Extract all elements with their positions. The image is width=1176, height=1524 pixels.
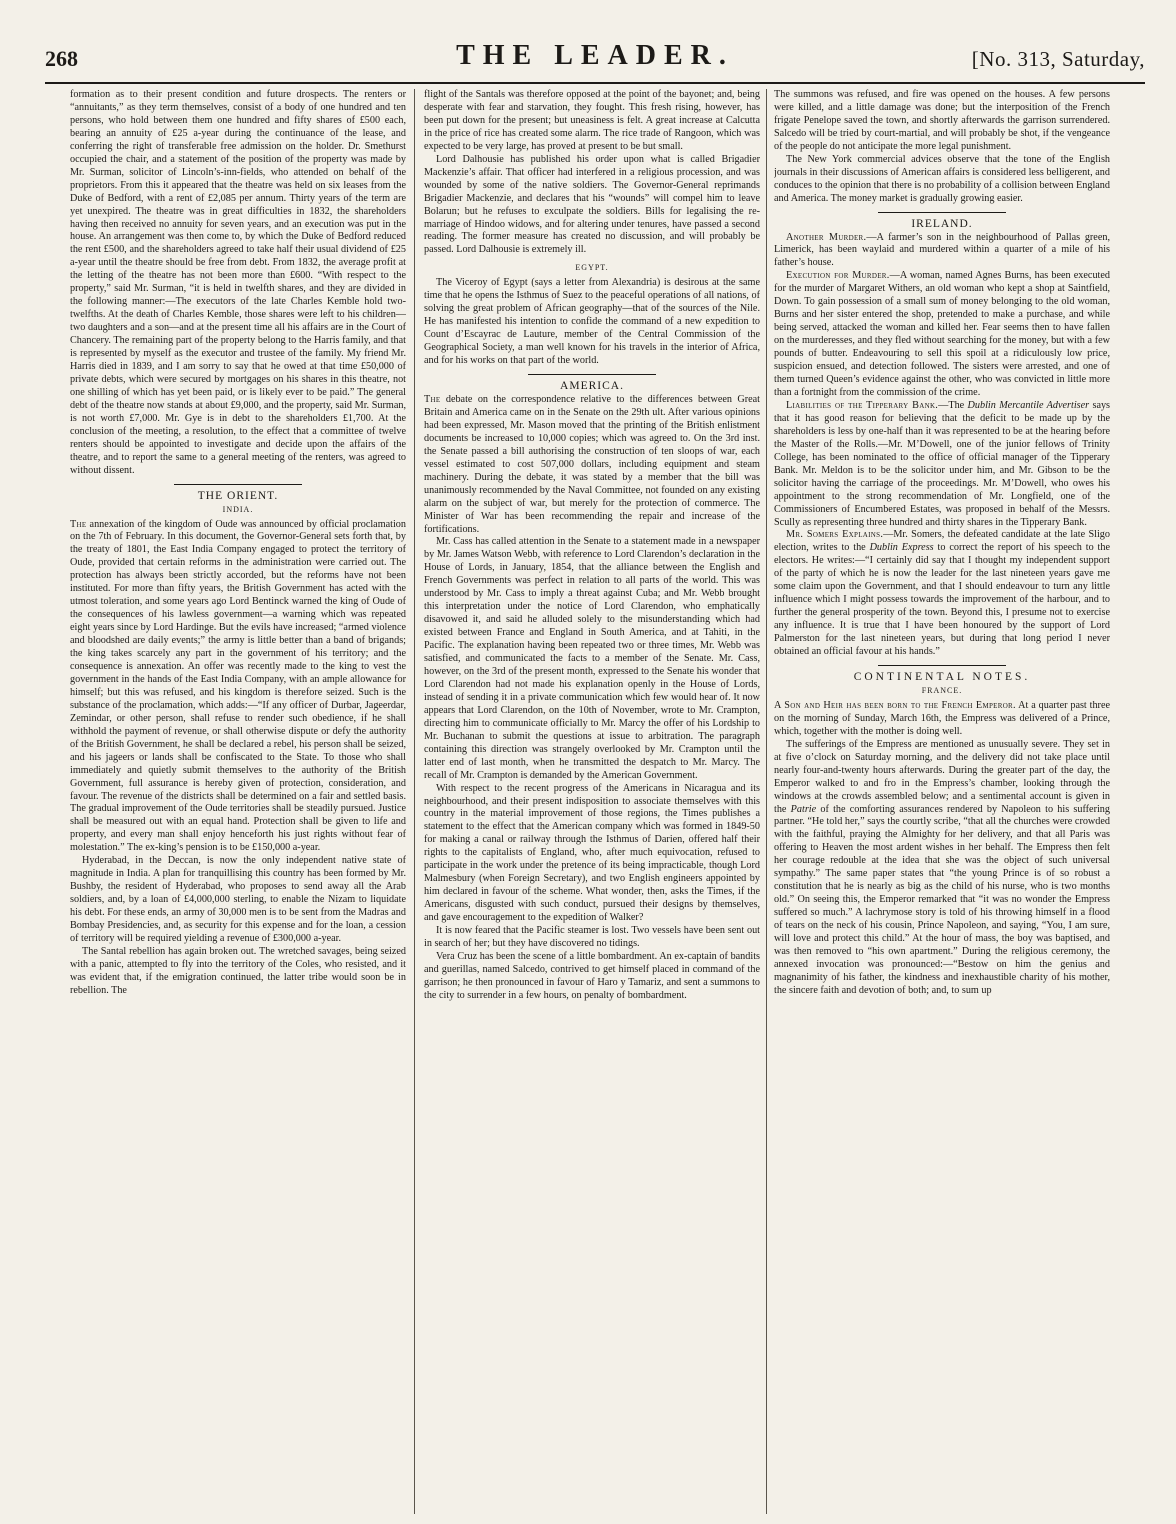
article-paragraph: The Santal rebellion has again broken out. The wretched savages, being seized with a panic, attempted to fly into the territory of the Coles, who resisted, and it was evident that, if the emigration continued, the latter tribe would soon be in rebellion. The (70, 945, 406, 996)
column-3 (774, 89, 1110, 1514)
article-paragraph: The annexation of the kingdom of Oude was announced by official proclamation on the 7th of February. In this document, the Governor-General sets forth that, by the treaty of 1801, the East India Company engaged to protect the territory of Oude, provided that certain reforms in the administration were carried out. The protection has always been strictly accorded, but the reforms have not been instituted. For more than fifty years, the British Government has acted with the utmost toleration, and some years ago Lord Bentinck warned the king of Oude of the consequences of his lawless government—a warning which was repeated eight years since by Lord Hardinge. But the evils have increased; “armed violence and bloodshed are daily events;” the army is little better than a band of brigands; the king takes scarcely any part in the government of his territory; and the consequence is annexation. An offer was recently made to the king to vest the government in the hands of the East India Company, with an ample allowance for himself; but this was refused, and his kingdom is therefore seized. Such is the substance of the proclamation, which adds:—“If any officer of Durbar, Jageerdar, Zemindar, or other person, shall refuse to render such obedience, if he shall withhold the payment of revenue, or shall otherwise dispute or defy the authority of the British Government, he shall be declared a rebel, his person shall be seized, and his jageers or lands shall be confiscated to the State. To those who shall immediately and quietly submit themselves to the authority of the British Government, full assurance is hereby given of protection, consideration, and favour. The revenue of the districts shall be determined on a fair and settled basis. The gradual improvement of the Oude territories shall be steadily pursued. Justice shall be measured out with an equal hand. Protection shall be given to life and property, and every man shall enjoy henceforth his just rights without fear of molestation.” The ex-king’s pension is to be £150,000 a-year. (70, 518, 406, 854)
header-rule (45, 82, 1145, 84)
issue-info: [No. 313, Saturday, (971, 47, 1145, 71)
news-item: Another Murder.—A farmer’s son in the neighbourhood of Pallas green, Limerick, has been waylaid and murdered within a quarter of a mile of his father’s house. (774, 231, 1110, 269)
news-item: A Son and Heir has been born to the French Emperor. At a quarter past three on the morning of Sunday, March 16th, the Empress was delivered of a Prince, which, together with the mother is doing well. (774, 699, 1110, 737)
lead-word: The (70, 518, 87, 530)
article-paragraph: flight of the Santals was therefore opposed at the point of the bayonet; and, being desperate with fear and starvation, they fought. This fresh rising, however, has been put down for the present; but uneasiness is felt. A great increase at Calcutta in the price of rice has created some alarm. The rice trade of Rangoon, which was expected to be very large, has proved at present to be but small. (424, 89, 760, 152)
article-paragraph: Hyderabad, in the Deccan, is now the only independent native state of magnitude in India. A plan for tranquillising this country has been formed by Mr. Bushby, the resident of Hyderabad, who proposes to send away all the Arab soldiers, and, by a loan of £4,000,000 sterling, to enable the Nizam to liquidate his debt. For these ends, an army of 30,000 men is to be sent from the Madras and Bombay Presidencies, and, as security for this expense and for the loan, a cession of territory will be required yielding a revenue of £300,000 a-year. (70, 855, 406, 944)
column-1 (70, 89, 406, 1514)
section-heading-orient: THE ORIENT. (197, 489, 279, 502)
article-paragraph: Vera Cruz has been the scene of a little bombardment. An ex-captain of bandits and guerillas, named Salcedo, contrived to get himself placed in command of the garrison; he then pronounced in favour of Haro y Tamariz, and sent a summons to the city to surrender in a few hours, on penalty of bombardment. (424, 950, 760, 1001)
section-heading-america: AMERICA. (560, 380, 624, 393)
article-paragraph: Lord Dalhousie has published his order upon what is called Brigadier Mackenzie’s affair. That officer had interfered in a religious procession, and was wounded by some of the native soldiers. The Governor-General reprimands Brigadier Mackenzie, and declares that his “wounds” will compel him to leave Bolarun; but he refuses to exculpate the soldiers. Bills for legalising the re-marriage of Hindoo widows, and for altering under tenures, have passed a second reading. The former measure has created no discussion, and will probably be passed. Lord Dalhousie is extremely ill. (424, 153, 760, 256)
subheading-india: INDIA. (222, 504, 254, 514)
section-heading-continental: CONTINENTAL NOTES. (853, 670, 1031, 683)
article-paragraph: The Viceroy of Egypt (says a letter from Alexandria) is desirous at the same time that he opens the Isthmus of Suez to the peaceful operations of all nations, of solving the great problem of African geography—that of the sources of the Nile. He has manifested his intention to confide the command of a new expedition to Count d’Escayrac de Lauture, member of the Central Commission of the Geographical Society, a man well known for his travels in the interior of Africa, and for his works on that part of the world. (424, 277, 760, 367)
article-paragraph: Mr. Cass has called attention in the Senate to a statement made in a newspaper by Mr. James Watson Webb, with reference to Lord Clarendon’s declaration in the House of Lords, in January, 1854, that the alliance between the English and French Governments was perfect in relation to all parts of the world. This was understood by Mr. Cass to imply a threat against Cuba; and Mr. Webb brought this interpretation under the notice of Lord Clarendon, who emphatically disavowed it, and said he alluded solely to the misunderstanding which had existed between France and England in South America, and at Tahiti, in the Pacific. The explanation having been repeated two or three times, Mr. Webb was satisfied, and communicated the facts to a member of the Senate. Mr. Cass, however, on the 3rd of the present month, expressed to the Senate his wonder that Lord Clarendon had not made his explanation openly in the House of Lords, instead of sending it in a private communication which few would hear of. It now appears that Lord Clarendon, on the 10th of November, wrote to Mr. Crampton, directing him to communicate officially to Mr. Marcy the offer of his Lordship to Mr. Buchanan to submit the questions at issue to arbitration. The paragraph containing this direction was strangely overlooked by Mr. Crampton until the latter end of last month, when he transmitted the despatch to Mr. Marcy. The recall of Mr. Crampton is demanded by the American Government. (424, 536, 760, 781)
article-paragraph: The debate on the correspondence relative to the differences between Great Britain and America came on in the Senate on the 29th ult. After various opinions had been expressed, Mr. Mason moved that the printing of the British enlistment documents be increased to 10,000 copies; which was agreed to. On the 3rd inst. the Senate passed a bill authorising the construction of ten sloops of war, each vessel estimated to cost 507,000 dollars, including equipment and steam machinery. During the debate, it was stated by a member that the bill was unanimously recommended by the Naval Committee, not founded on any existing alarm on the subject of war, but merely for the protection of commerce. The Minister of War has been recommending the repair and increase of the fortifications. (424, 393, 760, 535)
lead-word: The (424, 393, 441, 405)
section-heading-ireland: IRELAND. (911, 217, 973, 230)
column-2 (424, 89, 760, 1514)
section-rule (528, 374, 656, 375)
section-rule (878, 212, 1006, 213)
masthead-title: THE LEADER. (456, 40, 734, 71)
page-header (45, 40, 1145, 80)
section-rule (878, 665, 1006, 666)
news-item: Mr. Somers Explains.—Mr. Somers, the defeated candidate at the late Sligo election, writes to the Dublin Express to correct the report of his speech to the electors. He writes:—“I certainly did say that I thought my independent support of the party of which he is now the leader for the last nineteen years gave me some claim upon the Government, and that I should endeavour to turn any little influence which I might possess towards the improvement of the harbour, and to further the general prosperity of the town. Beyond this, I presume not to exercise any influence. It is true that I have been honoured by the support of Lord Palmerston for the last nineteen years, but during that long period I never obtained an official favour at his hands.” (774, 529, 1110, 658)
article-paragraph: The summons was refused, and fire was opened on the houses. A few persons were killed, and a little damage was done; but the interposition of the French frigate Penelope saved the town, and shortly afterwards the garrison surrendered. Salcedo will be tried by court-martial, and will probably be shot, if the vengeance of the people do not anticipate the more legal punishment. (774, 89, 1110, 152)
article-paragraph: formation as to their present condition and future drospects. The renters or “annuitants,” as they term themselves, consist of a body of one hundred and ten persons, who hold between them one hundred and fifty shares of £500 each, bearing an annuity of £25 a-year during the continuance of the lease, and conferring the right of transferable free admission on the holder. Dr. Smethurst occupied the chair, and a statement of the position of the property was made by Mr. Surman, solicitor of Lincoln’s-inn-fields, who attended on behalf of the proprietors. From this it appeared that the theatre was held on six leases from the Duke of Bedford, with a rent of £2,085 per annum. Thirty years of the term are yet unexpired. The theatre was in great difficulties in 1832, the shareholders having then received no annuity for seven years, and an execution was put in the house. An arrangement was then come to, by which the Duke of Bedford reduced the rent £500, and the shareholders agreed to take half their usual dividend of £25 a-year until the theatre should be free from debt. From 1832, the average profit at the letting of the theatre has not been more than £600. “With respect to the property,” said Mr. Surman, “it is held in twelfth shares, and they are divided in the following manner:—The executors of the late Charles Kemble hold two-twelfths. At the death of Charles Kemble, those shares were left to his children—two daughters and a son—and at the present time all his affairs are in the Court of Chancery. The remaining part of the property belong to the Harris family, and that is represented by myself as the executor and trustee of the family. My friend Mr. Harris died in 1839, and I am sorry to say that he owed at that time £50,000 of private debts, which were secured by mortgages on his shares in this theatre, not one shilling of which has yet been paid, or is likely ever to be paid.” The general debt of the theatre now stands at about £9,000, and the property, said Mr. Surman, is not worth £7,000. Mr. Gye is in debt to the shareholders £1,700. At the conclusion of the meeting, a resolution, to the effect that a committee of twelve renters should be appointed to investigate and decide upon the affairs of the theatre, and to report the same to a general meeting of the renters, was agreed to without dissent. (70, 89, 406, 476)
article-paragraph: The sufferings of the Empress are mentioned as unusually severe. They set in at five o’clock on Saturday morning, and the delivery did not take place until nearly four-and-twenty hours afterwards. During the greater part of the day, the Emperor walked to and fro in the Empress’s chamber, looking through the windows at the crowds assembled below; and a sentimental account is given in the Patrie of the comforting assurances rendered by Napoleon to his suffering partner. “He told her,” says the courtly scribe, “that all the churches were crowded with the faithful, praying the Almighty for her delivery, and that all Paris was offering to Heaven the most ardent wishes in her behalf. The Empress then felt her courage redouble at the idea that she was the object of such universal sympathy.” The same paper states that “the young Prince is of so robust a constitution that he is nearly as big as the child of his nurse, who is two months old.” On seeing this, the Emperor remarked that “it was no wonder the Empress suffered so much.” A lachrymose story is told of his throwing himself in a flood of tears on the neck of his cousin, Prince Napoleon, and saying, “You, I am sure, will love and protect this child.” At the hour of mass, the boy was baptised, and was then removed to “his own apartment.” During the religious ceremony, the annexed invocation was pronounced:—“Bestow on him the genius and magnanimity of his father, the kindness and inexhaustible charity of his mother, the sincere faith and devotion of both; and, to sum up (774, 738, 1110, 996)
news-item: Execution for Murder.—A woman, named Agnes Burns, has been executed for the murder of Margaret Withers, an old woman who kept a shop at Saintfield, Down. To gain possession of a small sum of money belonging to the old woman, Burns and her sister entered the shop, pretended to make a purchase, and while being served, attacked the woman and killed her. Fear seems then to have fallen on the murderesses, and they fled without searching for the money, but with a few pounds of butter. Endeavouring to sell this spoil at a ridiculously low price, suspicion ensued, and detection followed. The sisters were arrested, and one of them turned Queen’s evidence against the other, who was convicted in little more than a fortnight from the commission of the crime. (774, 270, 1110, 398)
news-item: Liabilities of the Tipperary Bank.—The Dublin Mercantile Advertiser says that it has good reason for believing that the deficit to be made up by the shareholders is less by one-half than it was represented to be at the hearing before the Master of the Rolls.—Mr. M’Dowell, one of the junior fellows of Trinity College, has been nominated to the office of official manager of the Tipperary Bank. Mr. Meldon is to be the solicitor under him, and Mr. Gibson to be the solicitor having the carriage of the proceedings. Mr. M’Dowell, who owes his appointment to the strong recommendation of Mr. Longfield, one of the Commissioners of Encumbered Estates, was proposed in behalf of the Messrs. Scully as representing three hundred and thirty shares in the Tipperary Bank. (774, 399, 1110, 528)
subheading-egypt: EGYPT. (575, 263, 609, 273)
section-rule (174, 484, 302, 485)
subheading-france: FRANCE. (921, 685, 963, 695)
article-paragraph: It is now feared that the Pacific steamer is lost. Two vessels have been sent out in search of her; but they have discovered no tidings. (424, 925, 760, 949)
column-divider (766, 89, 767, 1514)
page-number: 268 (45, 46, 78, 71)
column-divider (414, 89, 415, 1514)
article-paragraph: The New York commercial advices observe that the tone of the English journals in their discussions of American affairs is considered less belligerent, and conduces to the opinion that there is no probability of a collision between England and America. The money market is gradually growing easier. (774, 153, 1110, 204)
article-paragraph: With respect to the recent progress of the Americans in Nicaragua and its neighbourhood, and their present indisposition to associate themselves with this country in the material improvement of those regions, the Times publishes a statement to the effect that the American company which was formed in 1849-50 for making a canal or railway through the Isthmus of Darien, offered half their rights to the capitalists of England, who, after much equivocation, refused to participate in the work under the pretence of its being impracticable, though Lord Malmesbury (when Foreign Secretary), and two English engineers appointed by him declared in favour of the scheme. What wonder, then, asks the Times, if the Americans, disgusted with such conduct, pursued their designs by themselves, and gave encouragement to the expedition of Walker? (424, 782, 760, 924)
